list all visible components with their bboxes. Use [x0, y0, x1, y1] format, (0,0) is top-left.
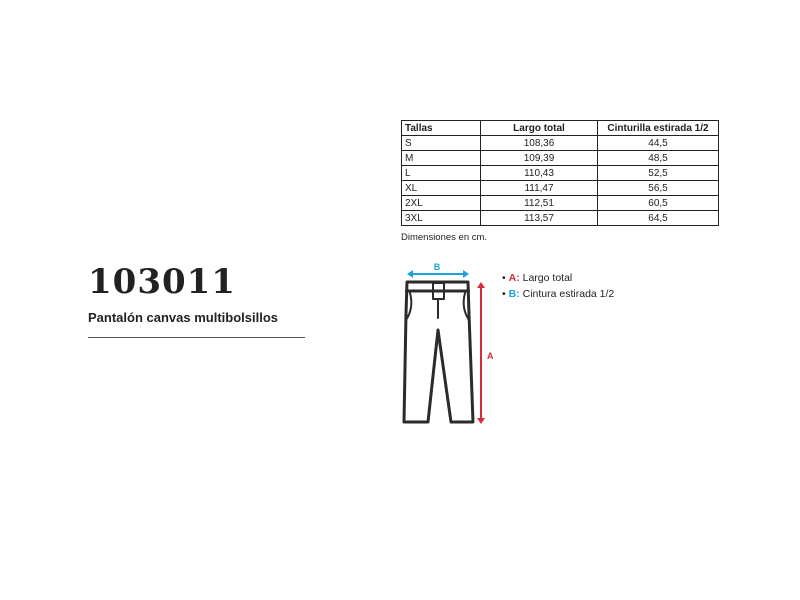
length-cell: 111,47: [481, 181, 598, 196]
product-name: Pantalón canvas multibolsillos: [88, 310, 278, 325]
length-cell: 113,57: [481, 211, 598, 226]
size-table-header-row: [402, 121, 719, 136]
pants-icon: [404, 282, 473, 422]
table-row: [402, 136, 719, 151]
length-cell: 110,43: [481, 166, 598, 181]
legend-text-b: Cintura estirada 1/2: [522, 288, 615, 300]
table-row: [402, 166, 719, 181]
waist-cell: 56,5: [598, 181, 719, 196]
header-cinturilla: Cinturilla estirada 1/2: [598, 121, 719, 136]
header-tallas: Tallas: [402, 121, 481, 136]
size-cell: 3XL: [402, 211, 481, 226]
waist-cell: 44,5: [598, 136, 719, 151]
bullet: •: [502, 288, 506, 300]
size-cell: M: [402, 151, 481, 166]
size-cell: L: [402, 166, 481, 181]
table-row: [402, 151, 719, 166]
measure-a-arrow: [477, 282, 494, 424]
legend-key-b: B:: [508, 288, 520, 300]
waist-cell: 64,5: [598, 211, 719, 226]
header-largo-total: Largo total: [481, 121, 598, 136]
legend-key-a: A:: [508, 272, 520, 284]
waist-cell: 52,5: [598, 166, 719, 181]
measure-a-label: A: [487, 351, 494, 361]
product-code: 103011: [88, 262, 236, 302]
length-cell: 108,36: [481, 136, 598, 151]
waist-cell: 48,5: [598, 151, 719, 166]
measure-b-label: B: [433, 262, 441, 272]
waist-cell: 60,5: [598, 196, 719, 211]
pants-measurement-diagram: [396, 258, 496, 430]
legend-item-b: [502, 286, 614, 302]
measurement-legend: [502, 270, 614, 302]
units-note: Dimensiones en cm.: [401, 232, 488, 243]
size-cell: 2XL: [402, 196, 481, 211]
table-row: [402, 196, 719, 211]
title-divider: [88, 337, 305, 338]
bullet: •: [502, 272, 506, 284]
size-table: [401, 120, 719, 226]
length-cell: 112,51: [481, 196, 598, 211]
table-row: [402, 211, 719, 226]
length-cell: 109,39: [481, 151, 598, 166]
measure-b-arrow: [407, 262, 469, 278]
legend-item-a: [502, 270, 614, 286]
legend-text-a: Largo total: [522, 272, 573, 284]
table-row: [402, 181, 719, 196]
size-cell: S: [402, 136, 481, 151]
size-cell: XL: [402, 181, 481, 196]
